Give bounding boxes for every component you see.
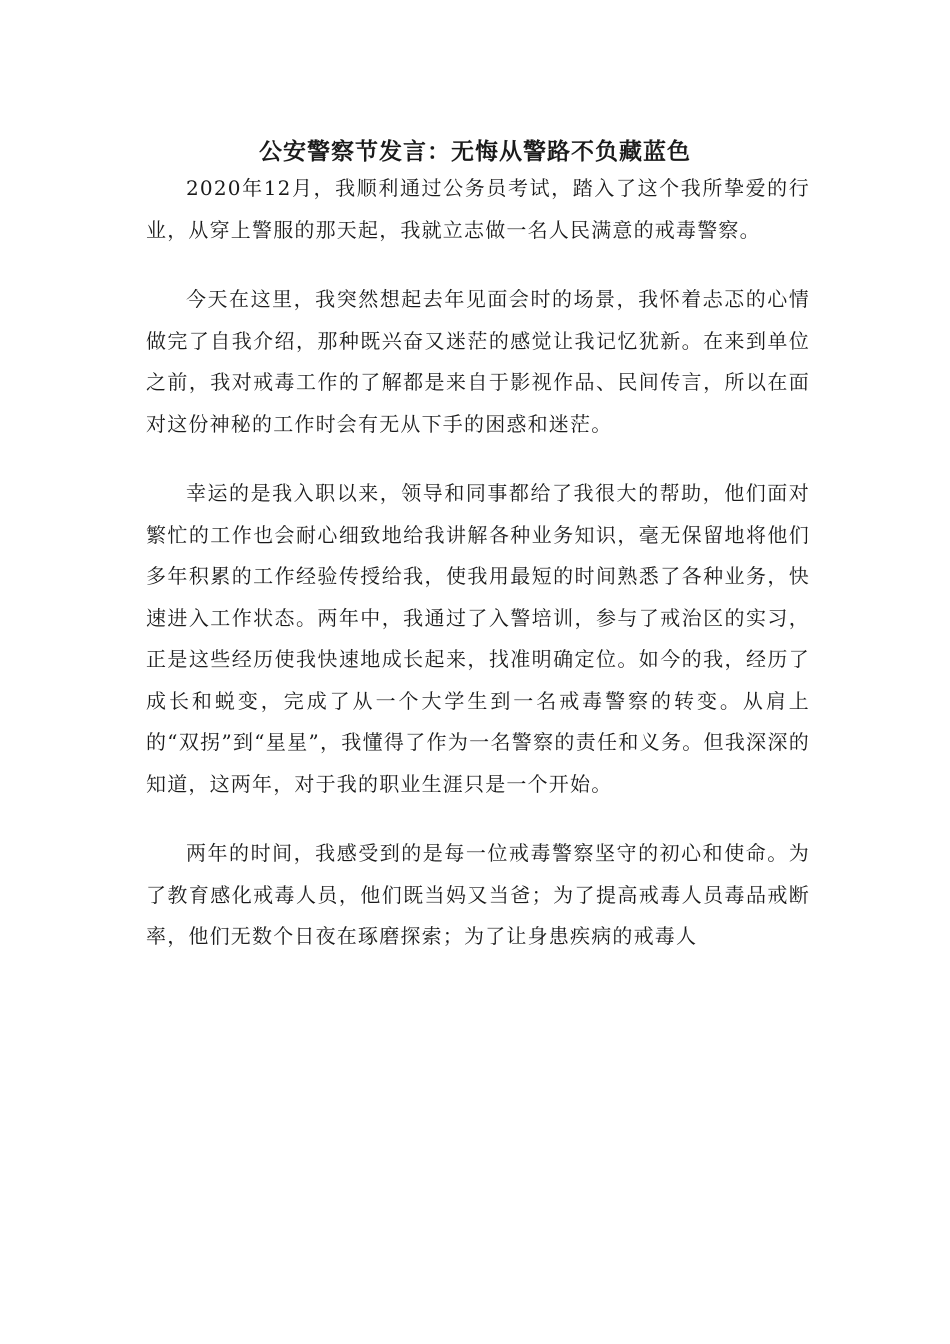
paragraph-4: 两年的时间，我感受到的是每一位戒毒警察坚守的初心和使命。为了教育感化戒毒人员，他们既当妈又当爸；为了提高戒毒人员毒品戒断率，他们无数个日夜在琢磨探索；为了让身患疾病的戒毒人 [146, 841, 810, 948]
document-title: 公安警察节发言：无悔从警路不负藏蓝色 [259, 138, 691, 165]
paragraph-2: 今天在这里，我突然想起去年见面会时的场景，我怀着忐忑的心情做完了自我介绍，那种既兴奋又迷茫的感觉让我记忆犹新。在来到单位之前，我对戒毒工作的了解都是来自于影视作品、民间传言，所以在面对这份神秘的工作时会有无从下手的困惑和迷茫。 [146, 287, 810, 436]
document-body [146, 168, 810, 958]
paragraph-1: 2020年12月，我顺利通过公务员考试，踏入了这个我所挚爱的行业，从穿上警服的那天起，我就立志做一名人民满意的戒毒警察。 [146, 176, 810, 242]
paragraph-3: 幸运的是我入职以来，领导和同事都给了我很大的帮助，他们面对繁忙的工作也会耐心细致地给我讲解各种业务知识，毫无保留地将他们多年积累的工作经验传授给我，使我用最短的时间熟悉了各种业务，快速进入工作状态。两年中，我通过了入警培训，参与了戒治区的实习，正是这些经历使我快速地成长起来，找准明确定位。如今的我，经历了成长和蜕变，完成了从一个大学生到一名戒毒警察的转变。从肩上的“双拐”到“星星”，我懂得了作为一名警察的责任和义务。但我深深的知道，这两年，对于我的职业生涯只是一个开始。 [146, 481, 810, 796]
